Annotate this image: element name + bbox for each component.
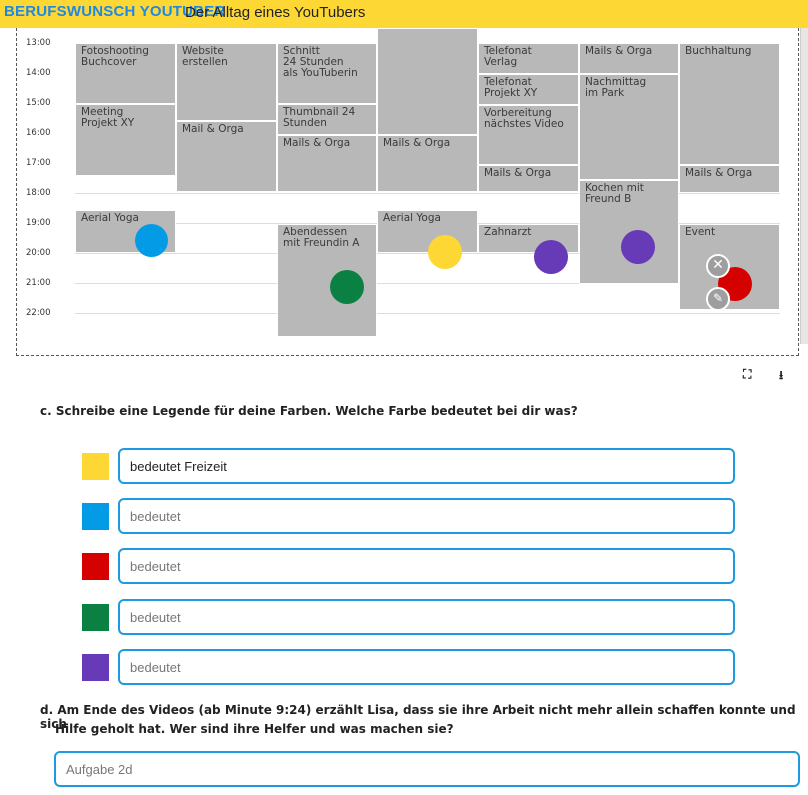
legend-swatch-green (82, 604, 109, 631)
hour-label: 17:00 (26, 158, 51, 168)
legend-input-green[interactable] (118, 599, 735, 635)
schedule-panel (16, 28, 799, 356)
event-label: Meeting Projekt XY (81, 106, 135, 129)
event-label: Nachmittag im Park (585, 76, 647, 99)
event-label: Mails & Orga (585, 45, 653, 57)
event-label: Thumbnail 24 Stunden (283, 106, 356, 129)
header-bar (0, 0, 808, 28)
hour-label: 20:00 (26, 248, 51, 258)
event-label: Mails & Orga (484, 167, 552, 179)
hour-label: 13:00 (26, 38, 51, 48)
legend-swatch-yellow (82, 453, 109, 480)
event-label: Aerial Yoga (383, 212, 441, 224)
event-label: Mails & Orga (685, 167, 753, 179)
hour-label: 16:00 (26, 128, 51, 138)
hour-label: 15:00 (26, 98, 51, 108)
hour-label: 19:00 (26, 218, 51, 228)
event-label: Zahnarzt (484, 226, 532, 238)
event-label: Telefonat Verlag (484, 45, 532, 68)
event-label: Event (685, 226, 716, 238)
event-label: Telefonat Projekt XY (484, 76, 538, 99)
legend-swatch-purple (82, 654, 109, 681)
remove-icon[interactable]: ✕ (706, 254, 730, 278)
download-icon[interactable]: ⭳ (779, 368, 784, 382)
legend-input-yellow[interactable] (118, 448, 735, 484)
legend-input-purple[interactable] (118, 649, 735, 685)
answer-input-2d[interactable] (54, 751, 800, 787)
legend-swatch-red (82, 553, 109, 580)
question-c: c. Schreibe eine Legende für deine Farben. Welche Farbe bedeutet bei dir was? (40, 404, 578, 418)
brand-title: BERUFSWUNSCH YOUTUBER (4, 3, 226, 20)
question-d-line1: d. Am Ende des Videos (ab Minute 9:24) erzählt Lisa, dass sie ihre Arbeit nicht mehr allein schaffen konnte und sich (40, 703, 796, 731)
event-label: Fotoshooting Buchcover (81, 45, 149, 68)
scrollbar[interactable] (800, 28, 808, 344)
event-label: Aerial Yoga (81, 212, 139, 224)
page-subtitle: Der Alltag eines YouTubers (185, 4, 366, 21)
question-d-line2: Hilfe geholt hat. Wer sind ihre Helfer und was machen sie? (55, 722, 454, 736)
event-label: Mails & Orga (283, 137, 351, 149)
hour-label: 22:00 (26, 308, 51, 318)
event-label: Abendessen mit Freundin A (283, 226, 360, 249)
event-label: Mail & Orga (182, 123, 244, 135)
pin-icon[interactable]: ✎ (706, 287, 730, 311)
event-label: Mails & Orga (383, 137, 451, 149)
hour-label: 14:00 (26, 68, 51, 78)
event-label: Vorbereitung nächstes Video (484, 107, 564, 130)
legend-swatch-blue (82, 503, 109, 530)
hour-label: 21:00 (26, 278, 51, 288)
fullscreen-icon[interactable]: ⛶ (743, 367, 752, 381)
hour-label: 18:00 (26, 188, 51, 198)
event-label: Buchhaltung (685, 45, 752, 57)
legend-input-red[interactable] (118, 548, 735, 584)
legend-input-blue[interactable] (118, 498, 735, 534)
event-label: Schnitt 24 Stunden als YouTuberin (283, 45, 358, 79)
event-label: Kochen mit Freund B (585, 182, 644, 205)
event-label: Website erstellen (182, 45, 228, 68)
